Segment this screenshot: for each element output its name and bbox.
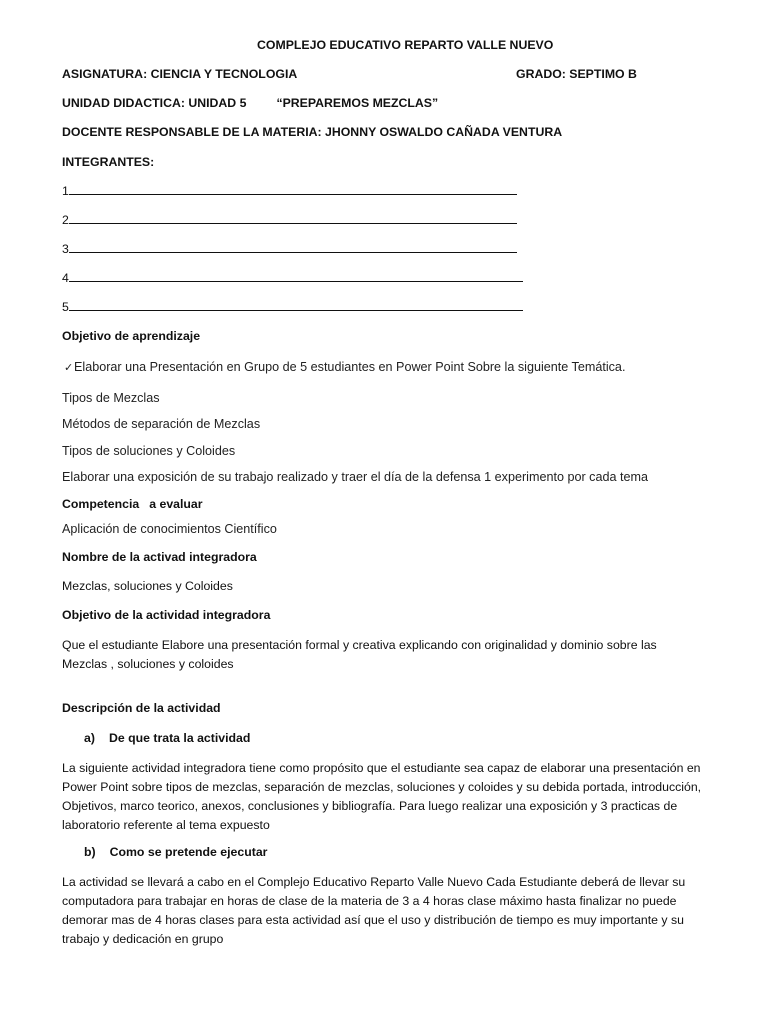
description-heading: Descripción de la actividad	[62, 701, 221, 715]
exposition-instruction: Elaborar una exposición de su trabajo realizado y traer el día de la defensa 1 experimento por cada tema	[62, 470, 648, 484]
member-line-1[interactable]: 1	[62, 184, 517, 199]
topic-3: Tipos de soluciones y Coloides	[62, 444, 236, 458]
section-b-heading: b) Como se pretende ejecutar	[84, 845, 268, 859]
topic-1: Tipos de Mezclas	[62, 391, 160, 405]
member-line-2[interactable]: 2	[62, 213, 517, 228]
member-line-4[interactable]: 4	[62, 271, 523, 286]
section-b-text: La actividad se llevará a cabo en el Complejo Educativo Reparto Valle Nuevo Cada Estudiante deberá de llevar su computadora para trabajar en horas de clase de la materia de 3 a 4 horas clase máximo hasta finalizar no puede demorar mas de 4 horas clases para esta actividad así que el uso y distribución de tiempo es muy importante y su trabajo y dedicación en grupo	[62, 875, 686, 946]
topic-2: Métodos de separación de Mezclas	[62, 417, 261, 431]
activity-name-heading: Nombre de la activad integradora	[62, 550, 257, 564]
member-line-3[interactable]: 3	[62, 242, 517, 257]
learning-objective-item: ✓Elaborar una Presentación en Grupo de 5 estudiantes en Power Point Sobre la siguiente Temática.	[64, 360, 626, 374]
activity-objective-heading: Objetivo de la actividad integradora	[62, 608, 271, 622]
section-a-heading: a) De que trata la actividad	[84, 731, 251, 745]
unit-line: UNIDAD DIDACTICA: UNIDAD 5 “PREPAREMOS MEZCLAS”	[62, 96, 439, 110]
learning-objective-heading: Objetivo de aprendizaje	[62, 329, 201, 343]
check-icon: ✓	[64, 362, 74, 374]
grade-line: GRADO: SEPTIMO B	[516, 67, 637, 81]
competence-text: Aplicación de conocimientos Científico	[62, 522, 277, 536]
activity-objective-text: Que el estudiante Elabore una presentación formal y creativa explicando con originalidad y dominio sobre las Mezclas , soluciones y coloides	[62, 638, 657, 671]
teacher-line: DOCENTE RESPONSABLE DE LA MATERIA: JHONNY OSWALDO CAÑADA VENTURA	[62, 125, 563, 139]
member-line-5[interactable]: 5	[62, 300, 523, 315]
activity-name-text: Mezclas, soluciones y Coloides	[62, 579, 233, 593]
members-heading: INTEGRANTES:	[62, 155, 155, 169]
subject-line: ASIGNATURA: CIENCIA Y TECNOLOGIA	[62, 67, 298, 81]
section-a-text: La siguiente actividad integradora tiene como propósito que el estudiante sea capaz de elaborar una presentación en Power Point sobre tipos de mezclas, separación de mezclas, soluciones y coloides y su debida portada, introducción, Objetivos, marco teorico, anexos, conclusiones y bibliografía. Para luego realizar una exposición y 3 practicas de laboratorio referente al tema expuesto	[62, 761, 702, 832]
school-name: COMPLEJO EDUCATIVO REPARTO VALLE NUEVO	[257, 38, 554, 52]
competence-heading: Competencia a evaluar	[62, 497, 203, 511]
